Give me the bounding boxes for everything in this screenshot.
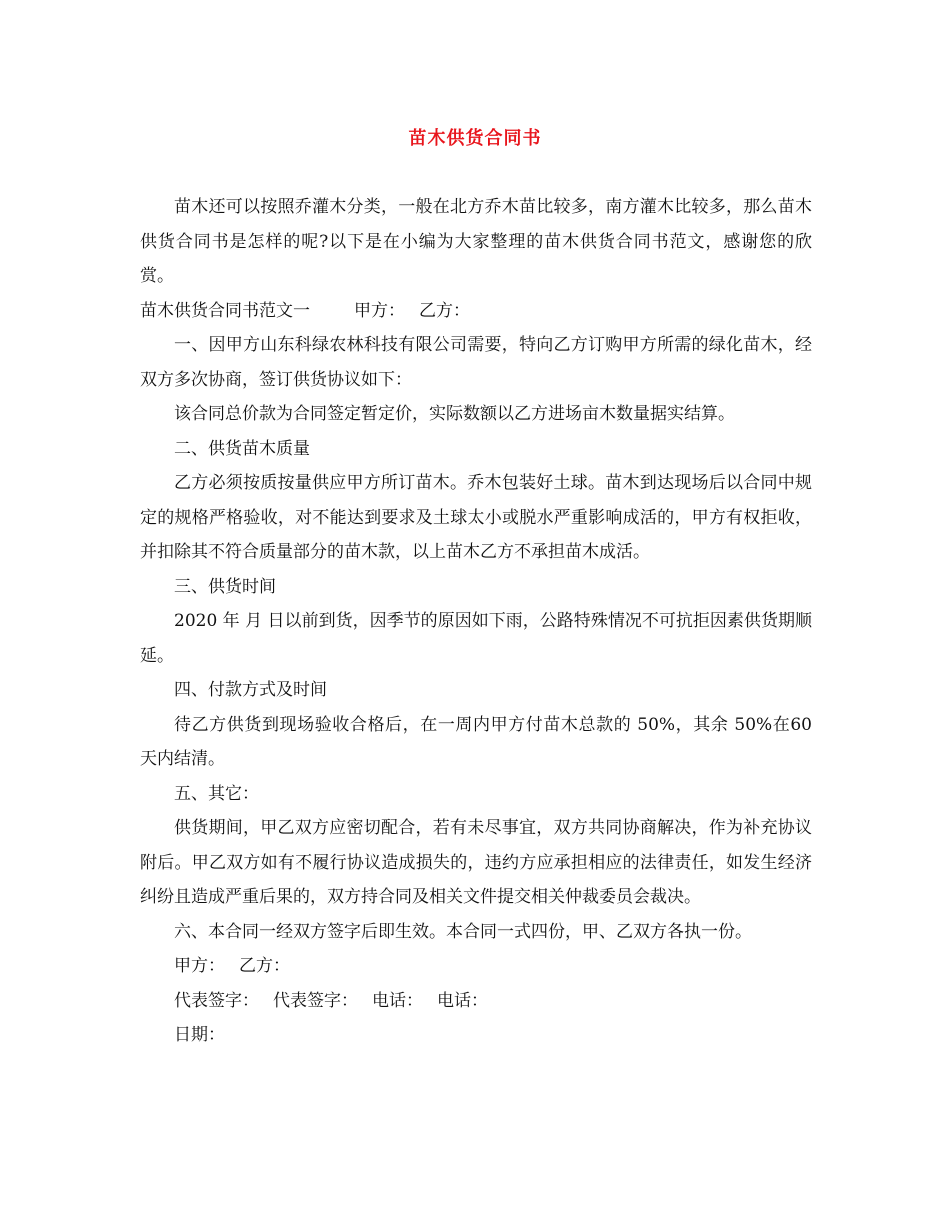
signature-phone-a: 电话：: [372, 990, 423, 1011]
clause-4-body: 待乙方供货到现场验收合格后，在一周内甲方付苗木总款的 50%，其余 50%在60 天内结清。: [140, 714, 812, 769]
signature-phone-b: 电话：: [437, 990, 488, 1011]
signature-party-b: 乙方：: [239, 956, 290, 976]
signature-rep-b: 代表签字：: [273, 990, 358, 1011]
clause-1: 一、因甲方山东科绿农林科技有限公司需要，特向乙方订购甲方所需的绿化苗木，经双方多次协商，签订供货协议如下：: [140, 335, 812, 390]
intro-paragraph: 苗木还可以按照乔灌木分类，一般在北方乔木苗比较多，南方灌木比较多，那么苗木供货合同书是怎样的呢?以下是在小编为大家整理的苗木供货合同书范文，感谢您的欣赏。: [140, 197, 812, 286]
clause-3-body: 2020 年 月 日以前到货，因季节的原因如下雨，公路特殊情况不可抗拒因素供货期顺延。: [140, 611, 812, 666]
clause-4-title: 四、付款方式及时间: [174, 680, 327, 700]
signature-date: 日期：: [174, 1025, 225, 1045]
signature-representatives-line: [140, 984, 812, 1019]
clause-2-title: 二、供货苗木质量: [174, 438, 310, 459]
document-title: 苗木供货合同书: [408, 128, 542, 149]
signature-party-a: 甲方：: [174, 956, 225, 976]
clause-5-body: 供货期间，甲乙双方应密切配合，若有未尽事宜，双方共同协商解决，作为补充协议附后。甲乙双方如有不履行协议造成损失的，违约方应承担相应的法律责任，如发生经济纠纷且造成严重后果的，双方持合同及相关文件提交相关仲裁委员会裁决。: [140, 818, 812, 907]
clause-2-body: 乙方必须按质按量供应甲方所订苗木。乔木包装好土球。苗木到达现场后以合同中规定的规格严格验收，对不能达到要求及土球太小或脱水严重影响成活的，甲方有权拒收，并扣除其不符合质量部分的苗木款，以上苗木乙方不承担苗木成活。: [140, 473, 812, 562]
signature-parties-line: [140, 949, 812, 984]
party-a-label: 甲方：: [354, 300, 405, 321]
clause-6: 六、本合同一经双方签字后即生效。本合同一式四份，甲、乙双方各执一份。: [174, 921, 752, 942]
clause-3-title: 三、供货时间: [174, 576, 276, 597]
price-note: 该合同总价款为合同签定暂定价，实际数额以乙方进场亩木数量据实结算。: [174, 404, 735, 424]
sample-heading: 苗木供货合同书范文一: [140, 300, 310, 321]
document-body: [140, 190, 812, 1053]
party-b-label: 乙方：: [419, 300, 470, 321]
clause-5-title: 五、其它：: [174, 783, 259, 804]
sample-heading-line: [140, 294, 812, 329]
signature-rep-a: 代表签字：: [174, 990, 259, 1011]
